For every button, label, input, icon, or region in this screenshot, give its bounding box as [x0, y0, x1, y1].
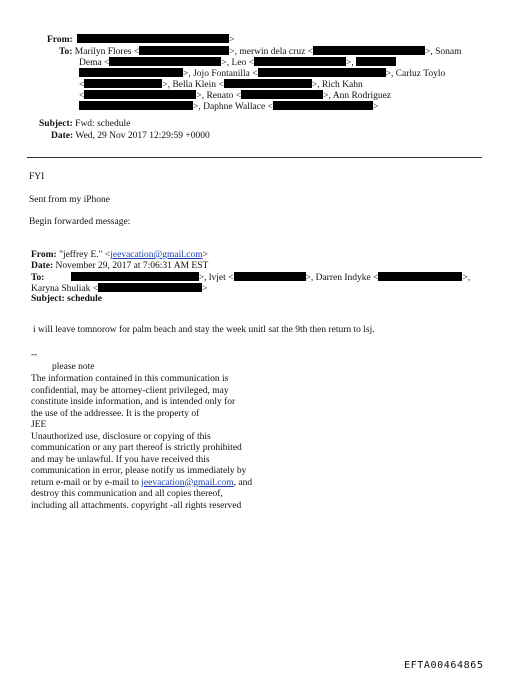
fwd-date-label: Date: [31, 261, 54, 271]
redaction-block [77, 34, 229, 43]
outer-date-row [51, 131, 210, 142]
outer-to-label: To: [59, 47, 73, 57]
fwd-subject-label: Subject: [31, 294, 65, 304]
disclaimer-line: constitute inside information, and is intended only for [31, 397, 236, 407]
disclaimer-block [31, 374, 252, 512]
fwd-subject-value: schedule [67, 294, 102, 304]
recipient-name: Karyna Shuliak [31, 284, 91, 294]
signature-dashes: -- [31, 350, 38, 360]
fwd-subject-row [31, 294, 102, 305]
redaction-block [378, 272, 462, 281]
redaction-block [84, 79, 162, 88]
fwd-to-label: To: [31, 273, 45, 283]
outer-subject-row [39, 119, 130, 130]
recipient-name: Jojo Fontanilla [193, 69, 250, 79]
disclaimer-line: and may be unlawful. If you have received this [31, 454, 210, 465]
redaction-block [258, 68, 386, 77]
fwd-date-row [31, 261, 208, 272]
disclaimer-line-return [31, 478, 252, 490]
recipient-name: Leo [231, 58, 247, 68]
redaction-block [254, 57, 346, 66]
outer-subject-label: Subject: [39, 119, 73, 129]
begin-forwarded-text: Begin forwarded message: [29, 217, 131, 227]
document-id: EFTA00464865 [404, 660, 484, 671]
disclaimer-line: destroy this communication and all copies thereof, [31, 489, 223, 499]
redaction-block [356, 57, 396, 66]
redaction-block [79, 101, 193, 110]
recipient-name: Carluz Toylo [395, 69, 446, 79]
disclaimer-email-link[interactable]: jeevacation@gmail.com [141, 477, 234, 488]
outer-date-value: Wed, 29 Nov 2017 12:29:59 +0000 [75, 131, 210, 141]
disclaimer-line: The information contained in this communication is [31, 374, 229, 384]
fyi-text: FYI [29, 172, 45, 182]
redaction-block [109, 57, 221, 66]
redaction-block [234, 272, 306, 281]
disclaimer-line: confidential, may be attorney-client privileged, may [31, 385, 229, 396]
fwd-from-row: From: "jeffrey E." <jeevacation@gmail.com> [31, 250, 208, 260]
redaction-block [224, 79, 312, 88]
outer-to-row-3: >, Jojo Fontanilla < >, Carluz Toylo [79, 68, 445, 80]
outer-from-label: From: [47, 35, 73, 45]
redaction-block [84, 90, 196, 99]
disclaimer-line: communication in error, please notify us immediately by [31, 466, 247, 476]
outer-to-row-1: To: Marilyn Flores < >, merwin dela cruz < >, Sonam [59, 47, 462, 57]
recipient-name: Darren Indyke [315, 273, 371, 283]
outer-to-row-2: Dema < >, Leo < >, [79, 57, 396, 69]
recipient-name: Bella Klein [172, 80, 216, 90]
disclaimer-line: JEE [31, 420, 47, 430]
redaction-block [241, 90, 323, 99]
outer-subject-value: Fwd: schedule [75, 119, 131, 129]
fwd-date-value: November 29, 2017 at 7:06:31 AM EST [55, 261, 209, 271]
disclaimer-line: the use of the addressee. It is the property of [31, 408, 200, 419]
disclaimer-line: Unauthorized use, disclosure or copying of this [31, 431, 211, 442]
recipient-name: Daphne Wallace [203, 102, 266, 112]
outer-to-row-5: < >, Renato < >, Ann Rodriguez [79, 91, 392, 101]
redaction-block [273, 101, 373, 110]
recipient-name: Rich Kahn [321, 80, 363, 90]
disclaimer-return-post: , and [233, 477, 253, 488]
fwd-to-row-2: Karyna Shuliak < > [31, 284, 208, 294]
fwd-from-label: From: [31, 250, 57, 260]
redaction-block [79, 68, 183, 77]
fwd-from-email-link[interactable]: jeevacation@gmail.com [110, 250, 203, 260]
disclaimer-line: including all attachments. copyright -all rights reserved [31, 500, 242, 511]
recipient-name: lvjet [208, 273, 226, 283]
redaction-block [139, 46, 229, 55]
outer-to-row-4: < >, Bella Klein < >, Rich Kahn [79, 80, 363, 90]
outer-to-row-6: >, Daphne Wallace < > [79, 101, 378, 113]
fwd-body-text: i will leave tomnorow for palm beach and stay the week unitl sat the 9th then return to lsj. [33, 325, 375, 335]
fwd-to-row: To: >, lvjet < >, Darren Indyke < >, [31, 273, 471, 283]
fwd-from-name: "jeffrey E." [59, 250, 103, 260]
recipient-name: merwin dela cruz [239, 47, 306, 57]
disclaimer-return-text: return e-mail or by e-mail to [31, 477, 142, 488]
redaction-block [98, 283, 202, 292]
redaction-block [313, 46, 425, 55]
outer-date-label: Date: [51, 131, 74, 141]
recipient-name: Ann Rodriguez [332, 91, 392, 101]
redaction-block [71, 272, 199, 281]
header-divider [27, 157, 482, 158]
outer-from-row: From: > [47, 35, 235, 45]
disclaimer-line: communication or any part thereof is strictly prohibited [31, 443, 242, 453]
sent-from-text: Sent from my iPhone [29, 195, 111, 205]
recipient-name: Marilyn Flores [74, 47, 132, 57]
please-note-text: please note [52, 362, 95, 372]
recipient-name: Renato [206, 91, 234, 101]
